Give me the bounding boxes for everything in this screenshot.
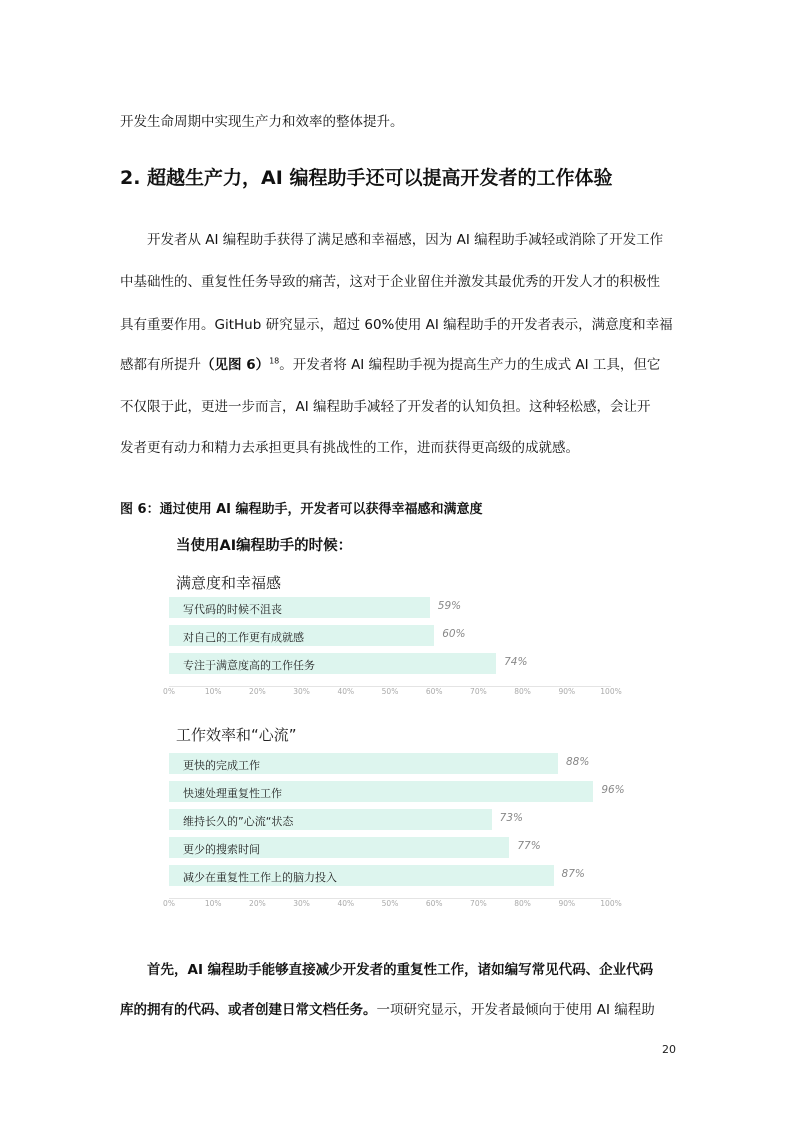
paragraph-line: 首先，AI 编程助手能够直接减少开发者的重复性工作，诸如编写常见代码、企业代码 [120, 962, 654, 978]
chart-tick-label: 60% [425, 687, 443, 696]
chart-tick-label: 0% [163, 687, 175, 696]
chart-section-title: 工作效率和“心流” [176, 726, 297, 744]
paragraph-line [120, 998, 655, 1018]
chart-tick-label: 40% [337, 899, 355, 908]
chart-tick-label: 90% [558, 899, 576, 908]
intro-line: 开发生命周期中实现生产力和效率的整体提升。 [120, 114, 404, 130]
chart-value-label: 96% [601, 784, 625, 796]
chart-section-title: 满意度和幸福感 [176, 574, 282, 592]
chart-tick-label: 80% [514, 687, 531, 696]
chart-bar-label: 维持长久的”心流“状态 [183, 815, 294, 828]
chart-tick-label: 50% [381, 899, 399, 908]
paragraph-line: 发者更有动力和精力去承担更具有挑战性的工作，进而获得更高级的成就感。 [120, 440, 579, 456]
footnote-reference: 18 [269, 356, 280, 366]
page-number: 20 [662, 1043, 676, 1056]
chart-tick-label: 50% [381, 687, 399, 696]
chart-bar-label: 快速处理重复性工作 [183, 787, 282, 800]
paragraph-line: 开发者从 AI 编程助手获得了满足感和幸福感，因为 AI 编程助手减轻或消除了开发工作 [120, 232, 664, 248]
chart-value-label: 60% [442, 628, 466, 640]
chart-tick-label: 10% [204, 687, 222, 696]
paragraph-line: 具有重要作用。GitHub 研究显示，超过 60%使用 AI 编程助手的开发者表示，满意度和幸福 [120, 317, 673, 333]
chart-bar-label: 更快的完成工作 [183, 759, 260, 772]
chart-value-label: 77% [517, 840, 541, 852]
chart-bar-label: 专注于满意度高的工作任务 [183, 659, 315, 672]
bold-span: 库的拥有的代码、或者创建日常文档任务。 [120, 1002, 377, 1018]
chart-bar-label: 减少在重复性工作上的脑力投入 [183, 871, 337, 884]
paragraph-line: 中基础性的、重复性任务导致的痛苦，这对于企业留住并激发其最优秀的开发人才的积极性 [120, 274, 660, 290]
chart-tick-label: 0% [163, 899, 175, 908]
chart-tick-label: 20% [249, 899, 266, 908]
chart-tick-label: 10% [204, 899, 222, 908]
chart-value-label: 73% [499, 812, 523, 824]
chart-bar-label: 对自己的工作更有成就感 [183, 631, 304, 644]
chart-value-label: 59% [437, 600, 462, 612]
chart-bar-label: 更少的搜索时间 [183, 843, 260, 856]
chart-value-label: 87% [561, 868, 585, 880]
paragraph-line: 不仅限于此，更进一步而言，AI 编程助手减轻了开发者的认知负担。这种轻松感，会让开 [120, 399, 651, 415]
chart-tick-label: 20% [249, 687, 266, 696]
text-span: 感都有所提升 [120, 357, 201, 373]
chart-tick-label: 70% [470, 687, 487, 696]
paragraph-line [120, 353, 660, 373]
chart-tick-label: 70% [470, 899, 487, 908]
text-span: 。开发者将 AI 编程助手视为提高生产力的生成式 AI 工具，但它 [279, 357, 661, 373]
chart-tick-label: 30% [293, 899, 310, 908]
chart-tick-label: 30% [293, 687, 310, 696]
chart-title: 当使用AI编程助手的时候： [176, 538, 353, 554]
figure-caption: 图 6：通过使用 AI 编程助手，开发者可以获得幸福感和满意度 [120, 502, 483, 517]
chart-tick-label: 100% [600, 687, 622, 696]
text-span: 一项研究显示，开发者最倾向于使用 AI 编程助 [376, 1002, 655, 1018]
chart-value-label: 88% [565, 756, 590, 768]
chart-value-label: 74% [504, 656, 528, 668]
figure-reference: （见图 6） [201, 357, 270, 373]
chart-tick-label: 60% [425, 899, 443, 908]
chart-tick-label: 40% [337, 687, 355, 696]
chart-tick-label: 90% [558, 687, 576, 696]
chart-tick-label: 80% [514, 899, 531, 908]
chart-bar-label: 写代码的时候不沮丧 [183, 603, 282, 616]
section-heading: 2. 超越生产力，AI 编程助手还可以提高开发者的工作体验 [120, 167, 613, 189]
chart-tick-label: 100% [600, 899, 622, 908]
